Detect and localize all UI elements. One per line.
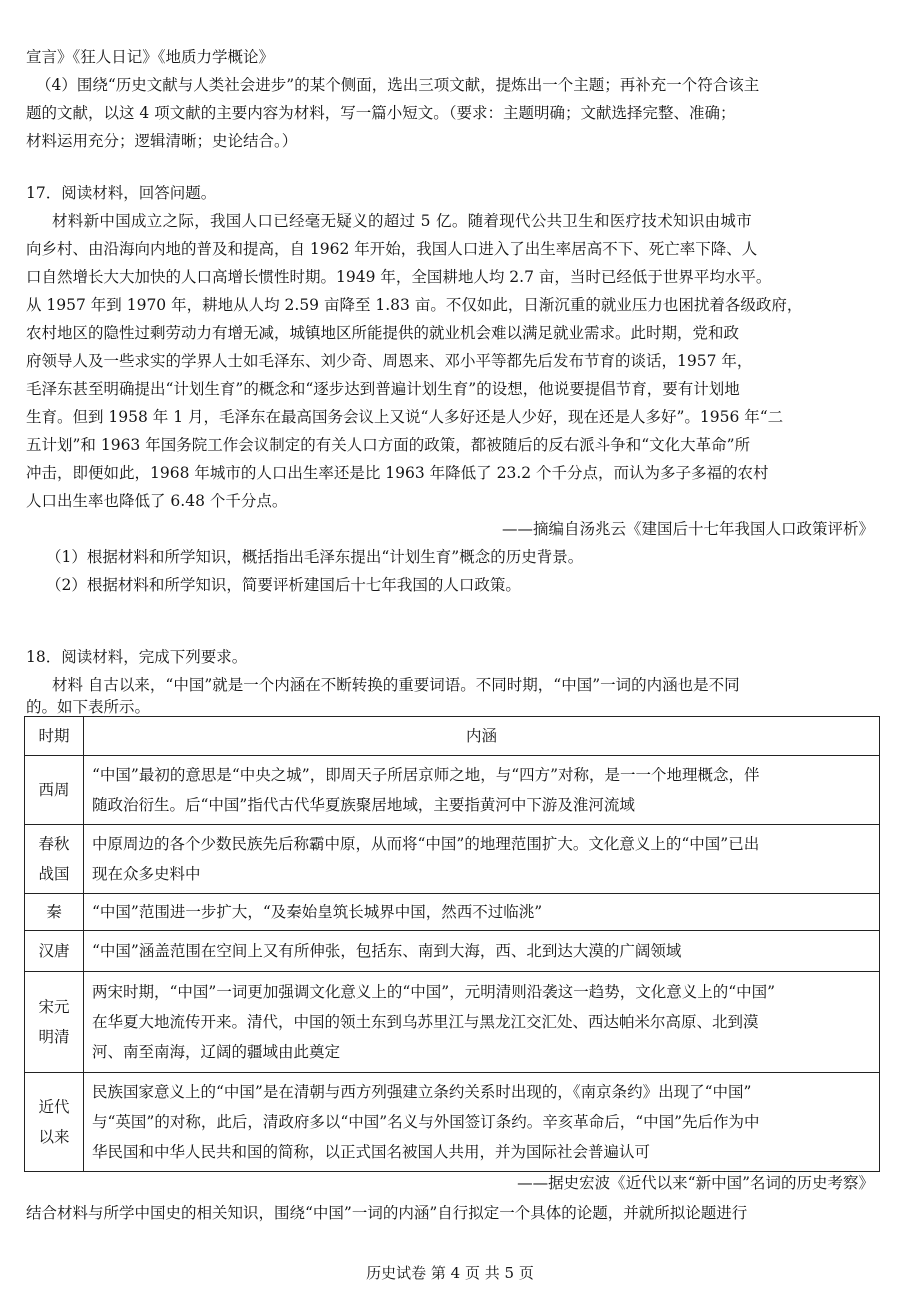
content-cell: “中国”涵盖范围在空间上又有所伸张，包括东、南到大海，西、北到达大漠的广阔领域 <box>84 931 880 972</box>
content-cell: 两宋时期，“中国”一词更加强调文化意义上的“中国”，元明清则沿袭这一趋势，文化意义上的“中国” 在华夏大地流传开来。清代，中国的领土东到乌苏里江与黑龙江交汇处、西达帕米尔高原、北到漠 河、南至南海，辽阔的疆域由此奠定 <box>84 972 880 1073</box>
header-period: 时期 <box>25 717 84 756</box>
content-cell: 民族国家意义上的“中国”是在清朝与西方列强建立条约关系时出现的，《南京条约》出现了“中国” 与“英国”的对称，此后，清政府多以“中国”名义与外国签订条约。辛亥革命后，“中国”先后作为中 华民国和中华人民共和国的简称，以正式国名被国人共用，并为国际社会普遍认可 <box>84 1073 880 1172</box>
q17-material-line: 毛泽东甚至明确提出“计划生育”的概念和“逐步达到普遍计划生育”的设想，他说要提倡节育，要有计划地 <box>26 380 740 398</box>
q17-material-line: 从 1957 年到 1970 年，耕地从人均 2.59 亩降至 1.83 亩。不仅如此，日渐沉重的就业压力也困扰着各级政府， <box>26 296 803 314</box>
q17-source: ——摘编自汤兆云《建国后十七年我国人口政策评析》 <box>501 520 874 538</box>
q17-material-line: 人口出生率也降低了 6.48 个千分点。 <box>26 492 288 510</box>
period-cell: 春秋 战国 <box>25 825 84 894</box>
period-cell: 宋元 明清 <box>25 972 84 1073</box>
table-row <box>25 972 880 1073</box>
table-row <box>25 756 880 825</box>
period-cell: 近代 以来 <box>25 1073 84 1172</box>
q16-4-line: 题的文献，以这 4 项文献的主要内容为材料，写一篇小短文。（要求：主题明确；文献选择完整、准确； <box>26 104 736 122</box>
q17-material-line: 口自然增长大大加快的人口高增长惯性时期。1949 年，全国耕地人均 2.7 亩，当时已经低于世界平均水平。 <box>26 268 772 286</box>
history-table <box>24 716 880 1172</box>
top-fragment: 宣言》《狂人日记》《地质力学概论》 <box>26 48 275 66</box>
table-row <box>25 1073 880 1172</box>
q17-question-1: （1）根据材料和所学知识，概括指出毛泽东提出“计划生育”概念的历史背景。 <box>46 548 584 566</box>
q17-question-2: （2）根据材料和所学知识，简要评析建国后十七年我国的人口政策。 <box>46 576 521 594</box>
period-cell: 秦 <box>25 894 84 931</box>
period-cell: 汉唐 <box>25 931 84 972</box>
content-cell: “中国”范围进一步扩大，“及秦始皇筑长城界中国，然西不过临洮” <box>84 894 880 931</box>
q18-heading: 18．阅读材料，完成下列要求。 <box>26 648 248 666</box>
q17-material-line: 府领导人及一些求实的学界人士如毛泽东、刘少奇、周恩来、邓小平等都先后发布节育的谈话，1957 年， <box>26 352 753 370</box>
table-row <box>25 894 880 931</box>
q17-heading: 17．阅读材料，回答问题。 <box>26 184 217 202</box>
q16-4-line: （4）围绕“历史文献与人类社会进步”的某个侧面，选出三项文献，提炼出一个主题；再补充一个符合该主 <box>36 76 760 94</box>
q18-intro-line: 材料 自古以来，“中国”就是一个内涵在不断转换的重要词语。不同时期，“中国”一词的内涵也是不同 <box>52 676 740 694</box>
content-cell: 中原周边的各个少数民族先后称霸中原，从而将“中国”的地理范围扩大。文化意义上的“中国”已出 现在众多史料中 <box>84 825 880 894</box>
q16-4-line: 材料运用充分；逻辑清晰；史论结合。） <box>26 132 298 150</box>
q18-intro-line: 的。如下表所示。 <box>26 698 151 716</box>
header-content: 内涵 <box>84 717 880 756</box>
q17-material-line: 冲击，即便如此，1968 年城市的人口出生率还是比 1963 年降低了 23.2 个千分点，而认为多子多福的农村 <box>26 464 769 482</box>
q17-material-line: 农村地区的隐性过剩劳动力有增无减，城镇地区所能提供的就业机会难以满足就业需求。此时期，党和政 <box>26 324 740 342</box>
q18-source: ——据史宏波《近代以来“新中国”名词的历史考察》 <box>517 1174 874 1192</box>
q18-task: 结合材料与所学中国史的相关知识，围绕“中国”一词的内涵”自行拟定一个具体的论题，并就所拟论题进行 <box>26 1204 748 1222</box>
table-row <box>25 931 880 972</box>
q17-material-line: 五计划”和 1963 年国务院工作会议制定的有关人口方面的政策，都被随后的反右派斗争和“文化大革命”所 <box>26 436 751 454</box>
table-row <box>25 825 880 894</box>
table-header-row <box>25 717 880 756</box>
content-cell: “中国”最初的意思是“中央之城”，即周天子所居京师之地，与“四方”对称，是一一个地理概念，伴 随政治衍生。后“中国”指代古代华夏族聚居地域，主要指黄河中下游及淮河流域 <box>84 756 880 825</box>
q17-material-line: 向乡村、由沿海向内地的普及和提高，自 1962 年开始，我国人口进入了出生率居高不下、死亡率下降、人 <box>26 240 758 258</box>
period-cell: 西周 <box>25 756 84 825</box>
q17-material-line: 材料新中国成立之际，我国人口已经毫无疑义的超过 5 亿。随着现代公共卫生和医疗技术知识由城市 <box>52 212 753 230</box>
page-footer: 历史试卷 第 4 页 共 5 页 <box>366 1264 534 1282</box>
q17-material-line: 生育。但到 1958 年 1 月，毛泽东在最高国务会议上又说“人多好还是人少好，现在还是人多好”。1956 年“二 <box>26 408 784 426</box>
